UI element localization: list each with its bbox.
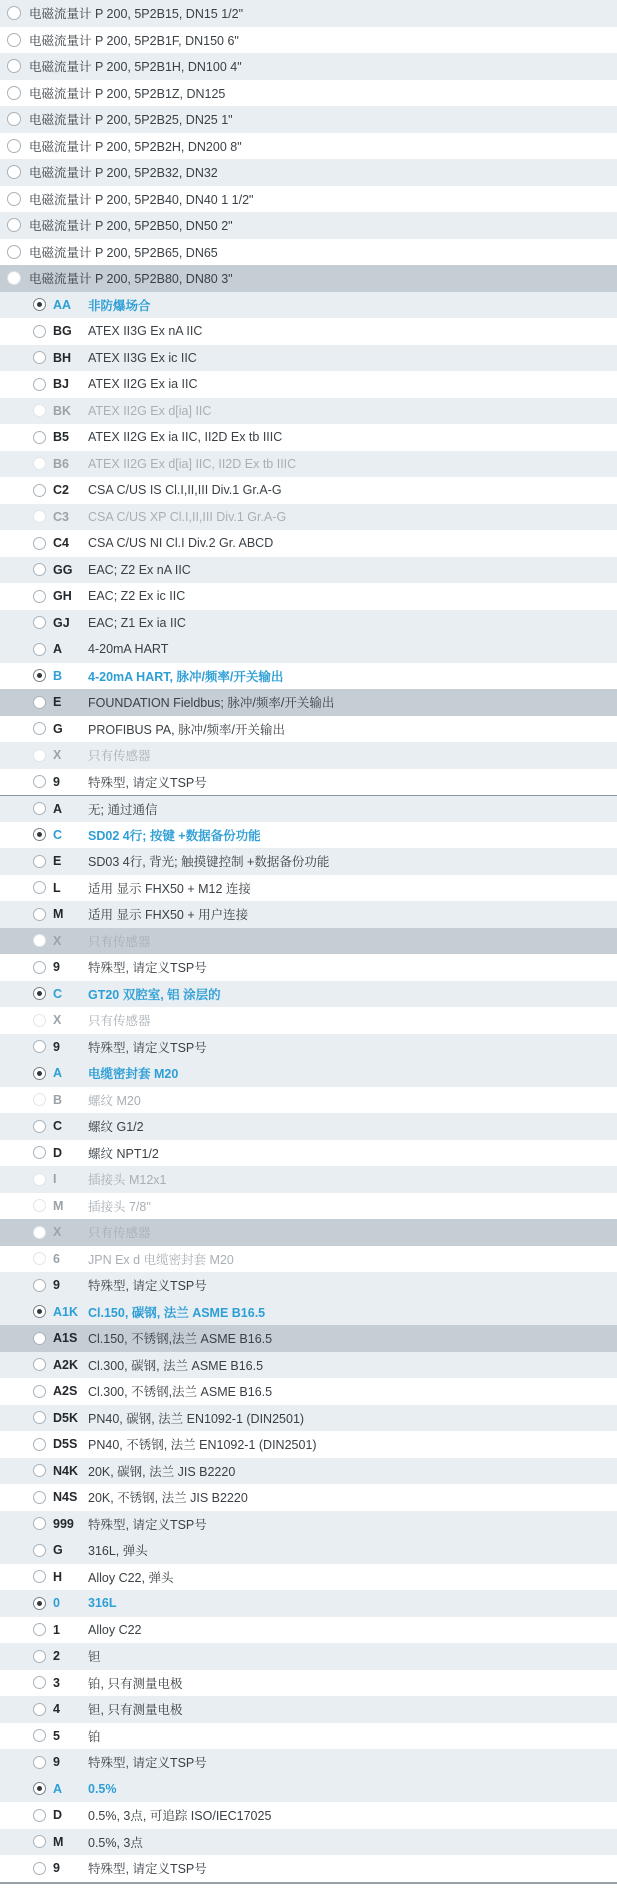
option-code: M bbox=[53, 1198, 64, 1213]
option-code: E bbox=[53, 854, 62, 869]
option-label: 特殊型, 请定义TSP号 bbox=[88, 1517, 207, 1532]
radio-icon[interactable] bbox=[33, 1809, 46, 1822]
option-row[interactable] bbox=[0, 1431, 617, 1458]
radio-icon[interactable] bbox=[7, 218, 21, 232]
radio-icon[interactable] bbox=[33, 1517, 46, 1530]
radio-selected-icon[interactable] bbox=[33, 669, 46, 682]
radio-icon[interactable] bbox=[33, 1385, 46, 1398]
radio-icon[interactable] bbox=[33, 1358, 46, 1371]
option-label: 无; 通过通信 bbox=[88, 802, 158, 817]
radio-icon[interactable] bbox=[33, 775, 46, 788]
option-row[interactable] bbox=[0, 345, 617, 372]
option-row[interactable] bbox=[0, 1670, 617, 1697]
radio-icon[interactable] bbox=[7, 33, 21, 47]
option-label: GT20 双腔室, 铝 涂层的 bbox=[88, 987, 221, 1002]
radio-icon[interactable] bbox=[33, 1570, 46, 1583]
option-row[interactable] bbox=[0, 1855, 617, 1882]
option-label: 螺纹 G1/2 bbox=[88, 1120, 144, 1135]
option-row[interactable] bbox=[0, 1007, 617, 1034]
option-code: BG bbox=[53, 324, 72, 339]
option-code: 9 bbox=[53, 1039, 60, 1054]
option-label: ATEX II2G Ex ia IIC, II2D Ex tb IIIC bbox=[88, 430, 283, 445]
option-code: B bbox=[53, 1092, 63, 1107]
option-label: 螺纹 M20 bbox=[88, 1093, 141, 1108]
option-code: BH bbox=[53, 350, 72, 365]
option-row[interactable] bbox=[0, 1776, 617, 1803]
option-code: M bbox=[53, 1834, 64, 1849]
option-code: X bbox=[53, 1013, 62, 1028]
radio-disabled-icon bbox=[33, 1199, 46, 1212]
radio-disabled-icon bbox=[33, 1014, 46, 1027]
option-row[interactable] bbox=[0, 795, 617, 822]
radio-icon[interactable] bbox=[33, 1703, 46, 1716]
option-label: 钽, 只有测量电极 bbox=[88, 1703, 183, 1718]
option-label: Cl.150, 不锈钢,法兰 ASME B16.5 bbox=[88, 1332, 273, 1347]
option-code: AA bbox=[53, 297, 72, 312]
option-row[interactable] bbox=[0, 1696, 617, 1723]
option-label: 0.5%, 3点, 可追踪 ISO/IEC17025 bbox=[88, 1809, 272, 1824]
option-label: EAC; Z2 Ex nA IIC bbox=[88, 562, 191, 577]
option-code: 1 bbox=[53, 1622, 60, 1637]
option-label: 特殊型, 请定义TSP号 bbox=[88, 1279, 207, 1294]
radio-icon[interactable] bbox=[33, 696, 46, 709]
option-code: A bbox=[53, 642, 63, 657]
option-label: ATEX II2G Ex ia IIC bbox=[88, 377, 198, 392]
option-row[interactable] bbox=[0, 1537, 617, 1564]
radio-icon[interactable] bbox=[7, 165, 21, 179]
option-row[interactable] bbox=[0, 1166, 617, 1193]
radio-icon[interactable] bbox=[33, 1835, 46, 1848]
radio-disabled-icon bbox=[33, 1173, 46, 1186]
product-row[interactable] bbox=[0, 0, 617, 27]
option-label: 0.5%, 3点 bbox=[88, 1835, 143, 1850]
option-code: C4 bbox=[53, 536, 69, 551]
option-row[interactable] bbox=[0, 663, 617, 690]
radio-icon[interactable] bbox=[33, 1491, 46, 1504]
radio-disabled-icon bbox=[33, 1093, 46, 1106]
radio-icon[interactable] bbox=[33, 484, 46, 497]
product-label: 电磁流量计 P 200, 5P2B1F, DN150 6" bbox=[29, 33, 239, 48]
option-label: 只有传感器 bbox=[88, 1226, 151, 1241]
option-code: GH bbox=[53, 589, 72, 604]
option-row[interactable] bbox=[0, 451, 617, 478]
option-code: A2S bbox=[53, 1384, 78, 1399]
radio-icon[interactable] bbox=[33, 908, 46, 921]
radio-disabled-icon bbox=[33, 1252, 46, 1265]
option-row[interactable] bbox=[0, 716, 617, 743]
option-row[interactable] bbox=[0, 928, 617, 955]
option-code: 9 bbox=[53, 774, 60, 789]
product-label: 电磁流量计 P 200, 5P2B2H, DN200 8" bbox=[29, 139, 242, 154]
product-row[interactable] bbox=[0, 133, 617, 160]
option-label: Cl.300, 不锈钢,法兰 ASME B16.5 bbox=[88, 1385, 273, 1400]
radio-icon[interactable] bbox=[7, 245, 21, 259]
option-code: 6 bbox=[53, 1251, 60, 1266]
option-label: 钽 bbox=[88, 1650, 101, 1665]
option-code: C bbox=[53, 986, 63, 1001]
option-label: 只有传感器 bbox=[88, 1014, 151, 1029]
option-label: Alloy C22, 弹头 bbox=[88, 1570, 174, 1585]
option-row[interactable] bbox=[0, 504, 617, 531]
product-label: 电磁流量计 P 200, 5P2B32, DN32 bbox=[29, 166, 218, 181]
radio-icon[interactable] bbox=[33, 1120, 46, 1133]
option-row[interactable] bbox=[0, 1802, 617, 1829]
radio-icon[interactable] bbox=[33, 1279, 46, 1292]
option-label: EAC; Z1 Ex ia IIC bbox=[88, 615, 186, 630]
radio-disabled-icon bbox=[33, 510, 46, 523]
option-code: A1K bbox=[53, 1304, 79, 1319]
product-label: 电磁流量计 P 200, 5P2B25, DN25 1" bbox=[29, 113, 233, 128]
option-code: C bbox=[53, 827, 63, 842]
option-row[interactable] bbox=[0, 1325, 617, 1352]
option-row[interactable] bbox=[0, 1829, 617, 1856]
option-label: 20K, 碳钢, 法兰 JIS B2220 bbox=[88, 1464, 236, 1479]
option-code: 0 bbox=[53, 1596, 60, 1611]
option-label: Cl.150, 碳钢, 法兰 ASME B16.5 bbox=[88, 1305, 266, 1320]
option-code: BJ bbox=[53, 377, 69, 392]
radio-icon[interactable] bbox=[33, 1411, 46, 1424]
option-row[interactable] bbox=[0, 1087, 617, 1114]
option-label: CSA C/US IS Cl.I,II,III Div.1 Gr.A-G bbox=[88, 483, 282, 498]
radio-icon[interactable] bbox=[33, 616, 46, 629]
option-row[interactable] bbox=[0, 1458, 617, 1485]
option-label: 适用 显示 FHX50 + 用户连接 bbox=[88, 908, 249, 923]
option-code: 9 bbox=[53, 1755, 60, 1770]
option-code: GG bbox=[53, 562, 73, 577]
radio-icon[interactable] bbox=[33, 1862, 46, 1875]
product-row[interactable] bbox=[0, 212, 617, 239]
option-row[interactable] bbox=[0, 1564, 617, 1591]
option-label: SD03 4行, 背光; 触摸键控制 +数据备份功能 bbox=[88, 855, 330, 870]
option-row[interactable] bbox=[0, 1193, 617, 1220]
radio-icon[interactable] bbox=[33, 1464, 46, 1477]
product-label: 电磁流量计 P 200, 5P2B15, DN15 1/2" bbox=[29, 7, 244, 22]
radio-icon[interactable] bbox=[33, 802, 46, 815]
option-label: 0.5% bbox=[88, 1781, 117, 1796]
product-label: 电磁流量计 P 200, 5P2B1Z, DN125 bbox=[29, 86, 226, 101]
product-row[interactable] bbox=[0, 27, 617, 54]
option-label: 只有传感器 bbox=[88, 749, 151, 764]
radio-selected-icon[interactable] bbox=[33, 828, 46, 841]
option-code: I bbox=[53, 1172, 57, 1187]
option-row[interactable] bbox=[0, 583, 617, 610]
option-row[interactable] bbox=[0, 1511, 617, 1538]
radio-selected-icon[interactable] bbox=[33, 987, 46, 1000]
product-label: 电磁流量计 P 200, 5P2B50, DN50 2" bbox=[29, 219, 233, 234]
option-row[interactable] bbox=[0, 1113, 617, 1140]
option-code: A bbox=[53, 801, 63, 816]
option-code: B bbox=[53, 668, 63, 683]
option-label: 4-20mA HART bbox=[88, 642, 169, 657]
radio-icon[interactable] bbox=[7, 112, 21, 126]
option-label: 316L bbox=[88, 1596, 117, 1611]
radio-icon[interactable] bbox=[33, 563, 46, 576]
option-code: X bbox=[53, 1225, 62, 1240]
option-code: A bbox=[53, 1781, 63, 1796]
option-label: 电缆密封套 M20 bbox=[88, 1067, 179, 1082]
radio-disabled-icon bbox=[33, 404, 46, 417]
option-label: CSA C/US NI Cl.I Div.2 Gr. ABCD bbox=[88, 536, 274, 551]
option-row[interactable] bbox=[0, 875, 617, 902]
option-code: X bbox=[53, 933, 62, 948]
option-code: 9 bbox=[53, 1278, 60, 1293]
radio-icon[interactable] bbox=[33, 1623, 46, 1636]
option-row[interactable] bbox=[0, 1352, 617, 1379]
option-row[interactable] bbox=[0, 689, 617, 716]
option-row[interactable] bbox=[0, 1749, 617, 1776]
radio-selected-icon[interactable] bbox=[33, 298, 46, 311]
product-label: 电磁流量计 P 200, 5P2B1H, DN100 4" bbox=[29, 60, 242, 75]
option-row[interactable] bbox=[0, 371, 617, 398]
option-label: 适用 显示 FHX50 + M12 连接 bbox=[88, 881, 251, 896]
option-row[interactable] bbox=[0, 1299, 617, 1326]
option-row[interactable] bbox=[0, 636, 617, 663]
option-row[interactable] bbox=[0, 1617, 617, 1644]
radio-icon[interactable] bbox=[33, 431, 46, 444]
option-code: 999 bbox=[53, 1516, 74, 1531]
radio-icon[interactable] bbox=[7, 6, 21, 20]
radio-disabled-icon bbox=[33, 1226, 46, 1239]
radio-icon[interactable] bbox=[33, 961, 46, 974]
option-row[interactable] bbox=[0, 822, 617, 849]
option-label: PN40, 不锈钢, 法兰 EN1092-1 (DIN2501) bbox=[88, 1438, 317, 1453]
option-row[interactable] bbox=[0, 398, 617, 425]
option-label: Alloy C22 bbox=[88, 1622, 142, 1637]
option-row[interactable] bbox=[0, 477, 617, 504]
option-label: 特殊型, 请定义TSP号 bbox=[88, 775, 207, 790]
option-label: 插接头 7/8" bbox=[88, 1199, 151, 1214]
option-code: N4K bbox=[53, 1463, 79, 1478]
option-row[interactable] bbox=[0, 1590, 617, 1617]
radio-disabled-icon bbox=[33, 934, 46, 947]
option-label: CSA C/US XP Cl.I,II,III Div.1 Gr.A-G bbox=[88, 509, 287, 524]
option-label: 非防爆场合 bbox=[88, 298, 151, 313]
option-label: ATEX II2G Ex d[ia] IIC bbox=[88, 403, 212, 418]
option-code: 3 bbox=[53, 1675, 60, 1690]
product-label: 电磁流量计 P 200, 5P2B80, DN80 3" bbox=[29, 272, 233, 287]
radio-icon[interactable] bbox=[33, 855, 46, 868]
option-label: ATEX II3G Ex nA IIC bbox=[88, 324, 203, 339]
option-code: 5 bbox=[53, 1728, 60, 1743]
option-label: Cl.300, 碳钢, 法兰 ASME B16.5 bbox=[88, 1358, 264, 1373]
option-label: 特殊型, 请定义TSP号 bbox=[88, 1756, 207, 1771]
option-row[interactable] bbox=[0, 1484, 617, 1511]
radio-icon[interactable] bbox=[33, 537, 46, 550]
option-label: 插接头 M12x1 bbox=[88, 1173, 167, 1188]
radio-icon[interactable] bbox=[33, 643, 46, 656]
option-row[interactable] bbox=[0, 742, 617, 769]
radio-icon[interactable] bbox=[7, 59, 21, 73]
product-row[interactable] bbox=[0, 53, 617, 80]
option-code: D bbox=[53, 1808, 63, 1823]
radio-selected-icon[interactable] bbox=[33, 1597, 46, 1610]
option-label: 铂 bbox=[88, 1729, 101, 1744]
option-label: JPN Ex d 电缆密封套 M20 bbox=[88, 1252, 234, 1267]
option-code: D bbox=[53, 1145, 63, 1160]
option-code: B5 bbox=[53, 430, 69, 445]
option-label: 4-20mA HART, 脉冲/频率/开关输出 bbox=[88, 669, 284, 684]
option-row[interactable] bbox=[0, 1246, 617, 1273]
option-row[interactable] bbox=[0, 318, 617, 345]
radio-icon[interactable] bbox=[33, 1756, 46, 1769]
option-row[interactable] bbox=[0, 1219, 617, 1246]
option-label: PROFIBUS PA, 脉冲/频率/开关输出 bbox=[88, 722, 286, 737]
radio-icon[interactable] bbox=[33, 1676, 46, 1689]
option-code: M bbox=[53, 907, 64, 922]
option-code: C bbox=[53, 1119, 63, 1134]
option-row[interactable] bbox=[0, 1723, 617, 1750]
radio-disabled-icon bbox=[33, 457, 46, 470]
option-code: A1S bbox=[53, 1331, 78, 1346]
product-row[interactable] bbox=[0, 239, 617, 266]
option-row[interactable] bbox=[0, 1405, 617, 1432]
option-label: 特殊型, 请定义TSP号 bbox=[88, 1862, 207, 1877]
radio-icon[interactable] bbox=[7, 271, 21, 285]
option-code: E bbox=[53, 695, 62, 710]
option-row[interactable] bbox=[0, 292, 617, 319]
option-code: D5K bbox=[53, 1410, 79, 1425]
option-code: N4S bbox=[53, 1490, 78, 1505]
option-row[interactable] bbox=[0, 848, 617, 875]
radio-icon[interactable] bbox=[7, 192, 21, 206]
product-row[interactable] bbox=[0, 265, 617, 292]
option-label: 316L, 弹头 bbox=[88, 1544, 148, 1559]
option-code: A bbox=[53, 1066, 63, 1081]
radio-icon[interactable] bbox=[33, 1438, 46, 1451]
radio-icon[interactable] bbox=[33, 1040, 46, 1053]
option-row[interactable] bbox=[0, 1378, 617, 1405]
option-row[interactable] bbox=[0, 1034, 617, 1061]
option-row[interactable] bbox=[0, 1643, 617, 1670]
radio-icon[interactable] bbox=[33, 325, 46, 338]
option-code: D5S bbox=[53, 1437, 78, 1452]
product-label: 电磁流量计 P 200, 5P2B65, DN65 bbox=[29, 245, 218, 260]
option-row[interactable] bbox=[0, 901, 617, 928]
radio-icon[interactable] bbox=[33, 1650, 46, 1663]
option-code: G bbox=[53, 721, 63, 736]
radio-icon[interactable] bbox=[33, 590, 46, 603]
option-label: ATEX II2G Ex d[ia] IIC, II2D Ex tb IIIC bbox=[88, 456, 297, 471]
radio-selected-icon[interactable] bbox=[33, 1305, 46, 1318]
option-label: FOUNDATION Fieldbus; 脉冲/频率/开关输出 bbox=[88, 696, 335, 711]
option-code: 4 bbox=[53, 1702, 60, 1717]
radio-icon[interactable] bbox=[33, 1332, 46, 1345]
radio-selected-icon[interactable] bbox=[33, 1067, 46, 1080]
option-code: B6 bbox=[53, 456, 69, 471]
option-label: 特殊型, 请定义TSP号 bbox=[88, 961, 207, 976]
option-label: 特殊型, 请定义TSP号 bbox=[88, 1040, 207, 1055]
option-label: EAC; Z2 Ex ic IIC bbox=[88, 589, 186, 604]
option-code: H bbox=[53, 1569, 63, 1584]
option-code: GJ bbox=[53, 615, 70, 630]
option-code: G bbox=[53, 1543, 63, 1558]
product-row[interactable] bbox=[0, 106, 617, 133]
radio-selected-icon[interactable] bbox=[33, 1782, 46, 1795]
option-label: 螺纹 NPT1/2 bbox=[88, 1146, 159, 1161]
option-label: ATEX II3G Ex ic IIC bbox=[88, 350, 197, 365]
radio-icon[interactable] bbox=[33, 351, 46, 364]
product-row[interactable] bbox=[0, 159, 617, 186]
option-code: X bbox=[53, 748, 62, 763]
option-label: PN40, 碳钢, 法兰 EN1092-1 (DIN2501) bbox=[88, 1411, 305, 1426]
option-code: 2 bbox=[53, 1649, 60, 1664]
option-code: BK bbox=[53, 403, 72, 418]
radio-icon[interactable] bbox=[33, 1544, 46, 1557]
radio-icon[interactable] bbox=[33, 1729, 46, 1742]
option-code: A2K bbox=[53, 1357, 79, 1372]
option-code: 9 bbox=[53, 1861, 60, 1876]
option-row[interactable] bbox=[0, 981, 617, 1008]
option-label: 只有传感器 bbox=[88, 934, 151, 949]
radio-icon[interactable] bbox=[7, 139, 21, 153]
radio-icon[interactable] bbox=[7, 86, 21, 100]
radio-icon[interactable] bbox=[33, 881, 46, 894]
option-row[interactable] bbox=[0, 1060, 617, 1087]
option-row[interactable] bbox=[0, 424, 617, 451]
product-label: 电磁流量计 P 200, 5P2B40, DN40 1 1/2" bbox=[29, 192, 254, 207]
option-row[interactable] bbox=[0, 1272, 617, 1299]
option-row[interactable] bbox=[0, 954, 617, 981]
option-row[interactable] bbox=[0, 610, 617, 637]
radio-icon[interactable] bbox=[33, 1146, 46, 1159]
option-code: 9 bbox=[53, 960, 60, 975]
option-row[interactable] bbox=[0, 1140, 617, 1167]
option-row[interactable] bbox=[0, 530, 617, 557]
option-row[interactable] bbox=[0, 557, 617, 584]
option-label: 铂, 只有测量电极 bbox=[88, 1676, 183, 1691]
option-label: SD02 4行; 按键 +数据备份功能 bbox=[88, 828, 261, 843]
radio-icon[interactable] bbox=[33, 722, 46, 735]
radio-disabled-icon bbox=[33, 749, 46, 762]
product-row[interactable] bbox=[0, 80, 617, 107]
radio-icon[interactable] bbox=[33, 378, 46, 391]
option-label: 20K, 不锈钢, 法兰 JIS B2220 bbox=[88, 1491, 248, 1506]
product-row[interactable] bbox=[0, 186, 617, 213]
option-code: C2 bbox=[53, 483, 69, 498]
option-row[interactable] bbox=[0, 769, 617, 796]
option-code: L bbox=[53, 880, 61, 895]
option-code: C3 bbox=[53, 509, 69, 524]
